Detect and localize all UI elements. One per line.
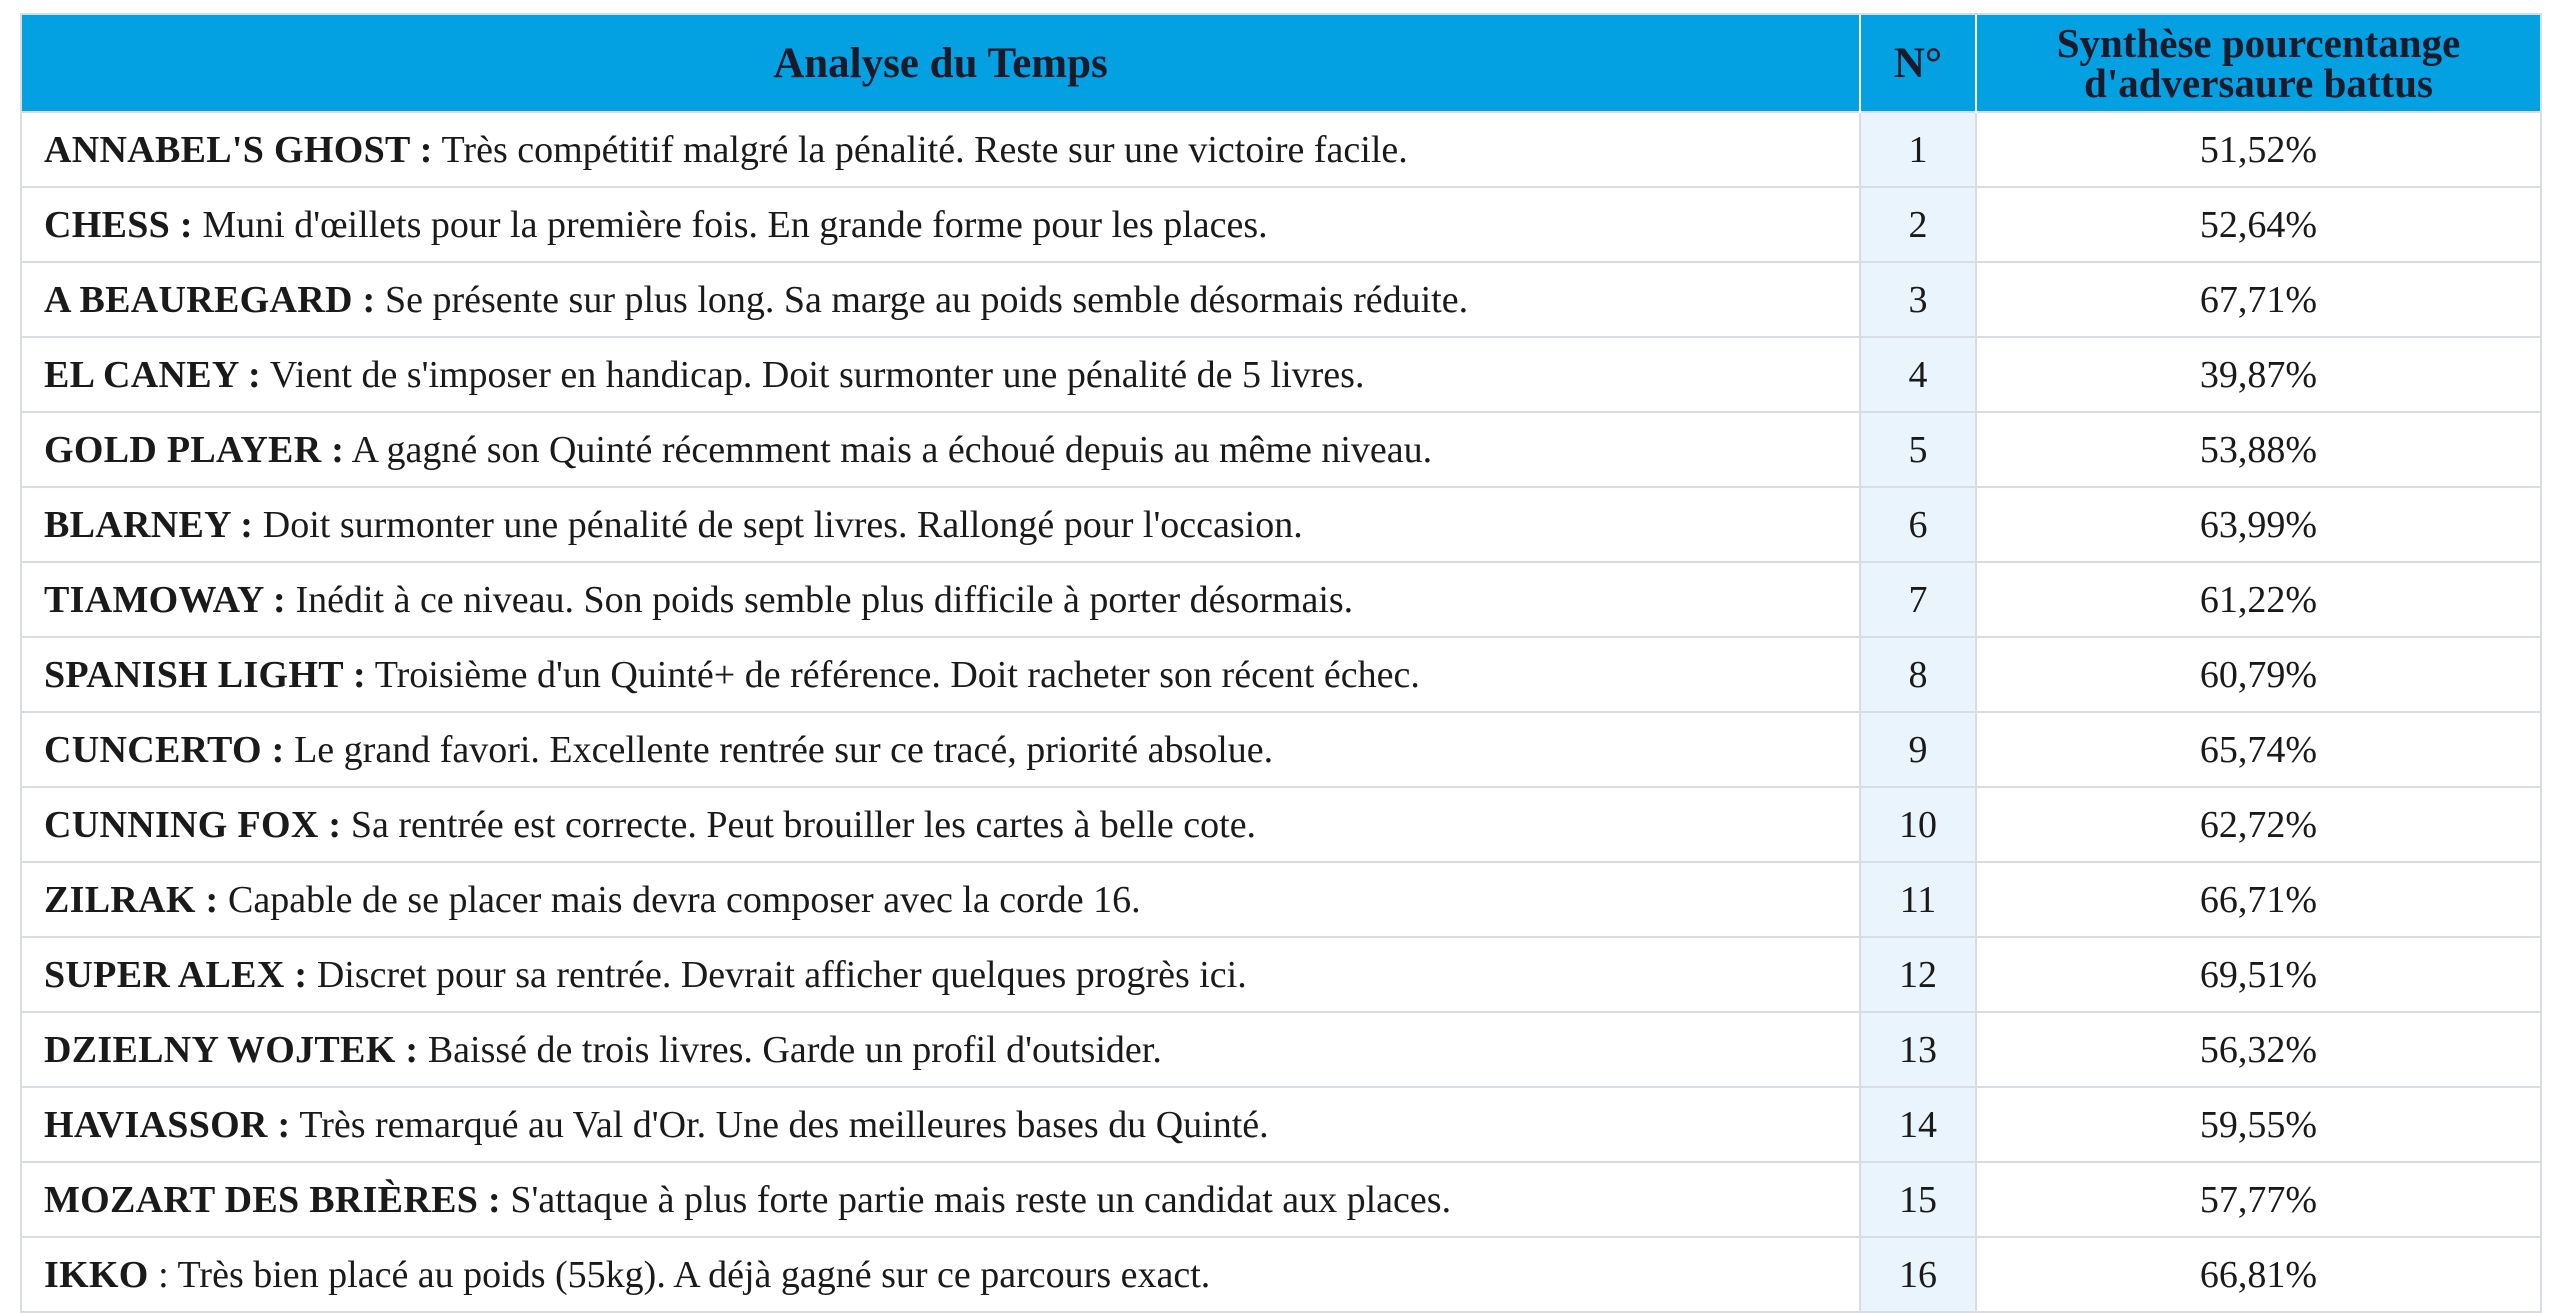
horse-comment: : Très bien placé au poids (55kg). A déjà gagné sur ce parcours exact.: [158, 1253, 1211, 1296]
number-cell: 7: [1860, 562, 1976, 637]
horse-comment: Sa rentrée est correcte. Peut brouiller les cartes à belle cote.: [350, 803, 1257, 846]
horse-name: BLARNEY :: [44, 503, 254, 546]
horse-comment: A gagné son Quinté récemment mais a échoué depuis au même niveau.: [351, 428, 1433, 471]
percent-cell: 53,88%: [1976, 412, 2540, 487]
table-row: [22, 337, 2540, 412]
table-body: [22, 112, 2540, 1311]
horse-comment: Doit surmonter une pénalité de sept livres. Rallongé pour l'occasion.: [262, 503, 1303, 546]
horse-name: A BEAUREGARD :: [44, 278, 376, 321]
percent-cell: 69,51%: [1976, 937, 2540, 1012]
table-row: [22, 262, 2540, 337]
analysis-cell: [22, 787, 1860, 862]
analysis-cell: [22, 1087, 1860, 1162]
header-number: N°: [1860, 15, 1976, 112]
analysis-cell: [22, 862, 1860, 937]
analysis-cell: [22, 412, 1860, 487]
header-percent-line2: d'adversaure battus: [2084, 60, 2433, 106]
analysis-cell: [22, 262, 1860, 337]
horse-comment: Muni d'œillets pour la première fois. En grande forme pour les places.: [202, 203, 1268, 246]
percent-cell: 56,32%: [1976, 1012, 2540, 1087]
horse-comment: S'attaque à plus forte partie mais reste un candidat aux places.: [510, 1178, 1452, 1221]
analysis-cell: [22, 637, 1860, 712]
percent-cell: 62,72%: [1976, 787, 2540, 862]
horse-name: IKKO: [44, 1253, 149, 1296]
horse-name: EL CANEY :: [44, 353, 261, 396]
table-row: [22, 862, 2540, 937]
horse-name: GOLD PLAYER :: [44, 428, 345, 471]
number-cell: 15: [1860, 1162, 1976, 1237]
analysis-cell: [22, 487, 1860, 562]
analysis-cell: [22, 1162, 1860, 1237]
table-row: [22, 487, 2540, 562]
header-analysis: Analyse du Temps: [22, 15, 1860, 112]
number-cell: 11: [1860, 862, 1976, 937]
percent-cell: 51,52%: [1976, 112, 2540, 187]
number-cell: 12: [1860, 937, 1976, 1012]
percent-cell: 39,87%: [1976, 337, 2540, 412]
horse-comment: Se présente sur plus long. Sa marge au poids semble désormais réduite.: [384, 278, 1469, 321]
horse-name: MOZART DES BRIÈRES :: [44, 1178, 501, 1221]
table-row: [22, 937, 2540, 1012]
horse-comment: Troisième d'un Quinté+ de référence. Doit racheter son récent échec.: [374, 653, 1420, 696]
number-cell: 4: [1860, 337, 1976, 412]
analysis-cell: [22, 1237, 1860, 1311]
horse-name: ZILRAK :: [44, 878, 219, 921]
number-cell: 2: [1860, 187, 1976, 262]
number-cell: 9: [1860, 712, 1976, 787]
horse-comment: Capable de se placer mais devra composer avec la corde 16.: [227, 878, 1141, 921]
table-row: [22, 1237, 2540, 1311]
percent-cell: 59,55%: [1976, 1087, 2540, 1162]
analysis-cell: [22, 112, 1860, 187]
table-row: [22, 112, 2540, 187]
header-percent-line1: Synthèse pourcentange: [2056, 20, 2461, 66]
number-cell: 3: [1860, 262, 1976, 337]
percent-cell: 66,71%: [1976, 862, 2540, 937]
analysis-cell: [22, 562, 1860, 637]
horse-name: CUNCERTO :: [44, 728, 285, 771]
percent-cell: 63,99%: [1976, 487, 2540, 562]
horse-name: HAVIASSOR :: [44, 1103, 291, 1146]
horse-comment: Très compétitif malgré la pénalité. Reste sur une victoire facile.: [441, 128, 1408, 171]
table-row: [22, 1012, 2540, 1087]
horse-name: SPANISH LIGHT :: [44, 653, 366, 696]
analysis-cell: [22, 187, 1860, 262]
table-row: [22, 787, 2540, 862]
percent-cell: 57,77%: [1976, 1162, 2540, 1237]
table-row: [22, 1162, 2540, 1237]
horse-name: TIAMOWAY :: [44, 578, 286, 621]
horse-comment: Très remarqué au Val d'Or. Une des meilleures bases du Quinté.: [299, 1103, 1269, 1146]
number-cell: 6: [1860, 487, 1976, 562]
number-cell: 13: [1860, 1012, 1976, 1087]
percent-cell: 67,71%: [1976, 262, 2540, 337]
horse-name: DZIELNY WOJTEK :: [44, 1028, 419, 1071]
table-row: [22, 712, 2540, 787]
number-cell: 1: [1860, 112, 1976, 187]
horse-comment: Baissé de trois livres. Garde un profil d'outsider.: [427, 1028, 1162, 1071]
horse-comment: Le grand favori. Excellente rentrée sur ce tracé, priorité absolue.: [294, 728, 1274, 771]
analysis-cell: [22, 1012, 1860, 1087]
percent-cell: 61,22%: [1976, 562, 2540, 637]
analysis-cell: [22, 337, 1860, 412]
analysis-table: [22, 15, 2540, 1311]
horse-name: SUPER ALEX :: [44, 953, 308, 996]
analysis-cell: [22, 937, 1860, 1012]
table-row: [22, 1087, 2540, 1162]
analysis-table-container: [20, 13, 2542, 1313]
horse-name: CHESS :: [44, 203, 193, 246]
header-row: [22, 15, 2540, 112]
table-row: [22, 412, 2540, 487]
table-row: [22, 562, 2540, 637]
percent-cell: 66,81%: [1976, 1237, 2540, 1311]
table-row: [22, 637, 2540, 712]
horse-comment: Vient de s'imposer en handicap. Doit surmonter une pénalité de 5 livres.: [269, 353, 1365, 396]
horse-comment: Inédit à ce niveau. Son poids semble plus difficile à porter désormais.: [295, 578, 1354, 621]
percent-cell: 52,64%: [1976, 187, 2540, 262]
number-cell: 8: [1860, 637, 1976, 712]
number-cell: 5: [1860, 412, 1976, 487]
table-row: [22, 187, 2540, 262]
number-cell: 16: [1860, 1237, 1976, 1311]
horse-comment: Discret pour sa rentrée. Devrait afficher quelques progrès ici.: [316, 953, 1247, 996]
number-cell: 14: [1860, 1087, 1976, 1162]
header-percent: [1976, 15, 2540, 112]
horse-name: CUNNING FOX :: [44, 803, 342, 846]
analysis-cell: [22, 712, 1860, 787]
percent-cell: 60,79%: [1976, 637, 2540, 712]
horse-name: ANNABEL'S GHOST :: [44, 128, 433, 171]
number-cell: 10: [1860, 787, 1976, 862]
percent-cell: 65,74%: [1976, 712, 2540, 787]
